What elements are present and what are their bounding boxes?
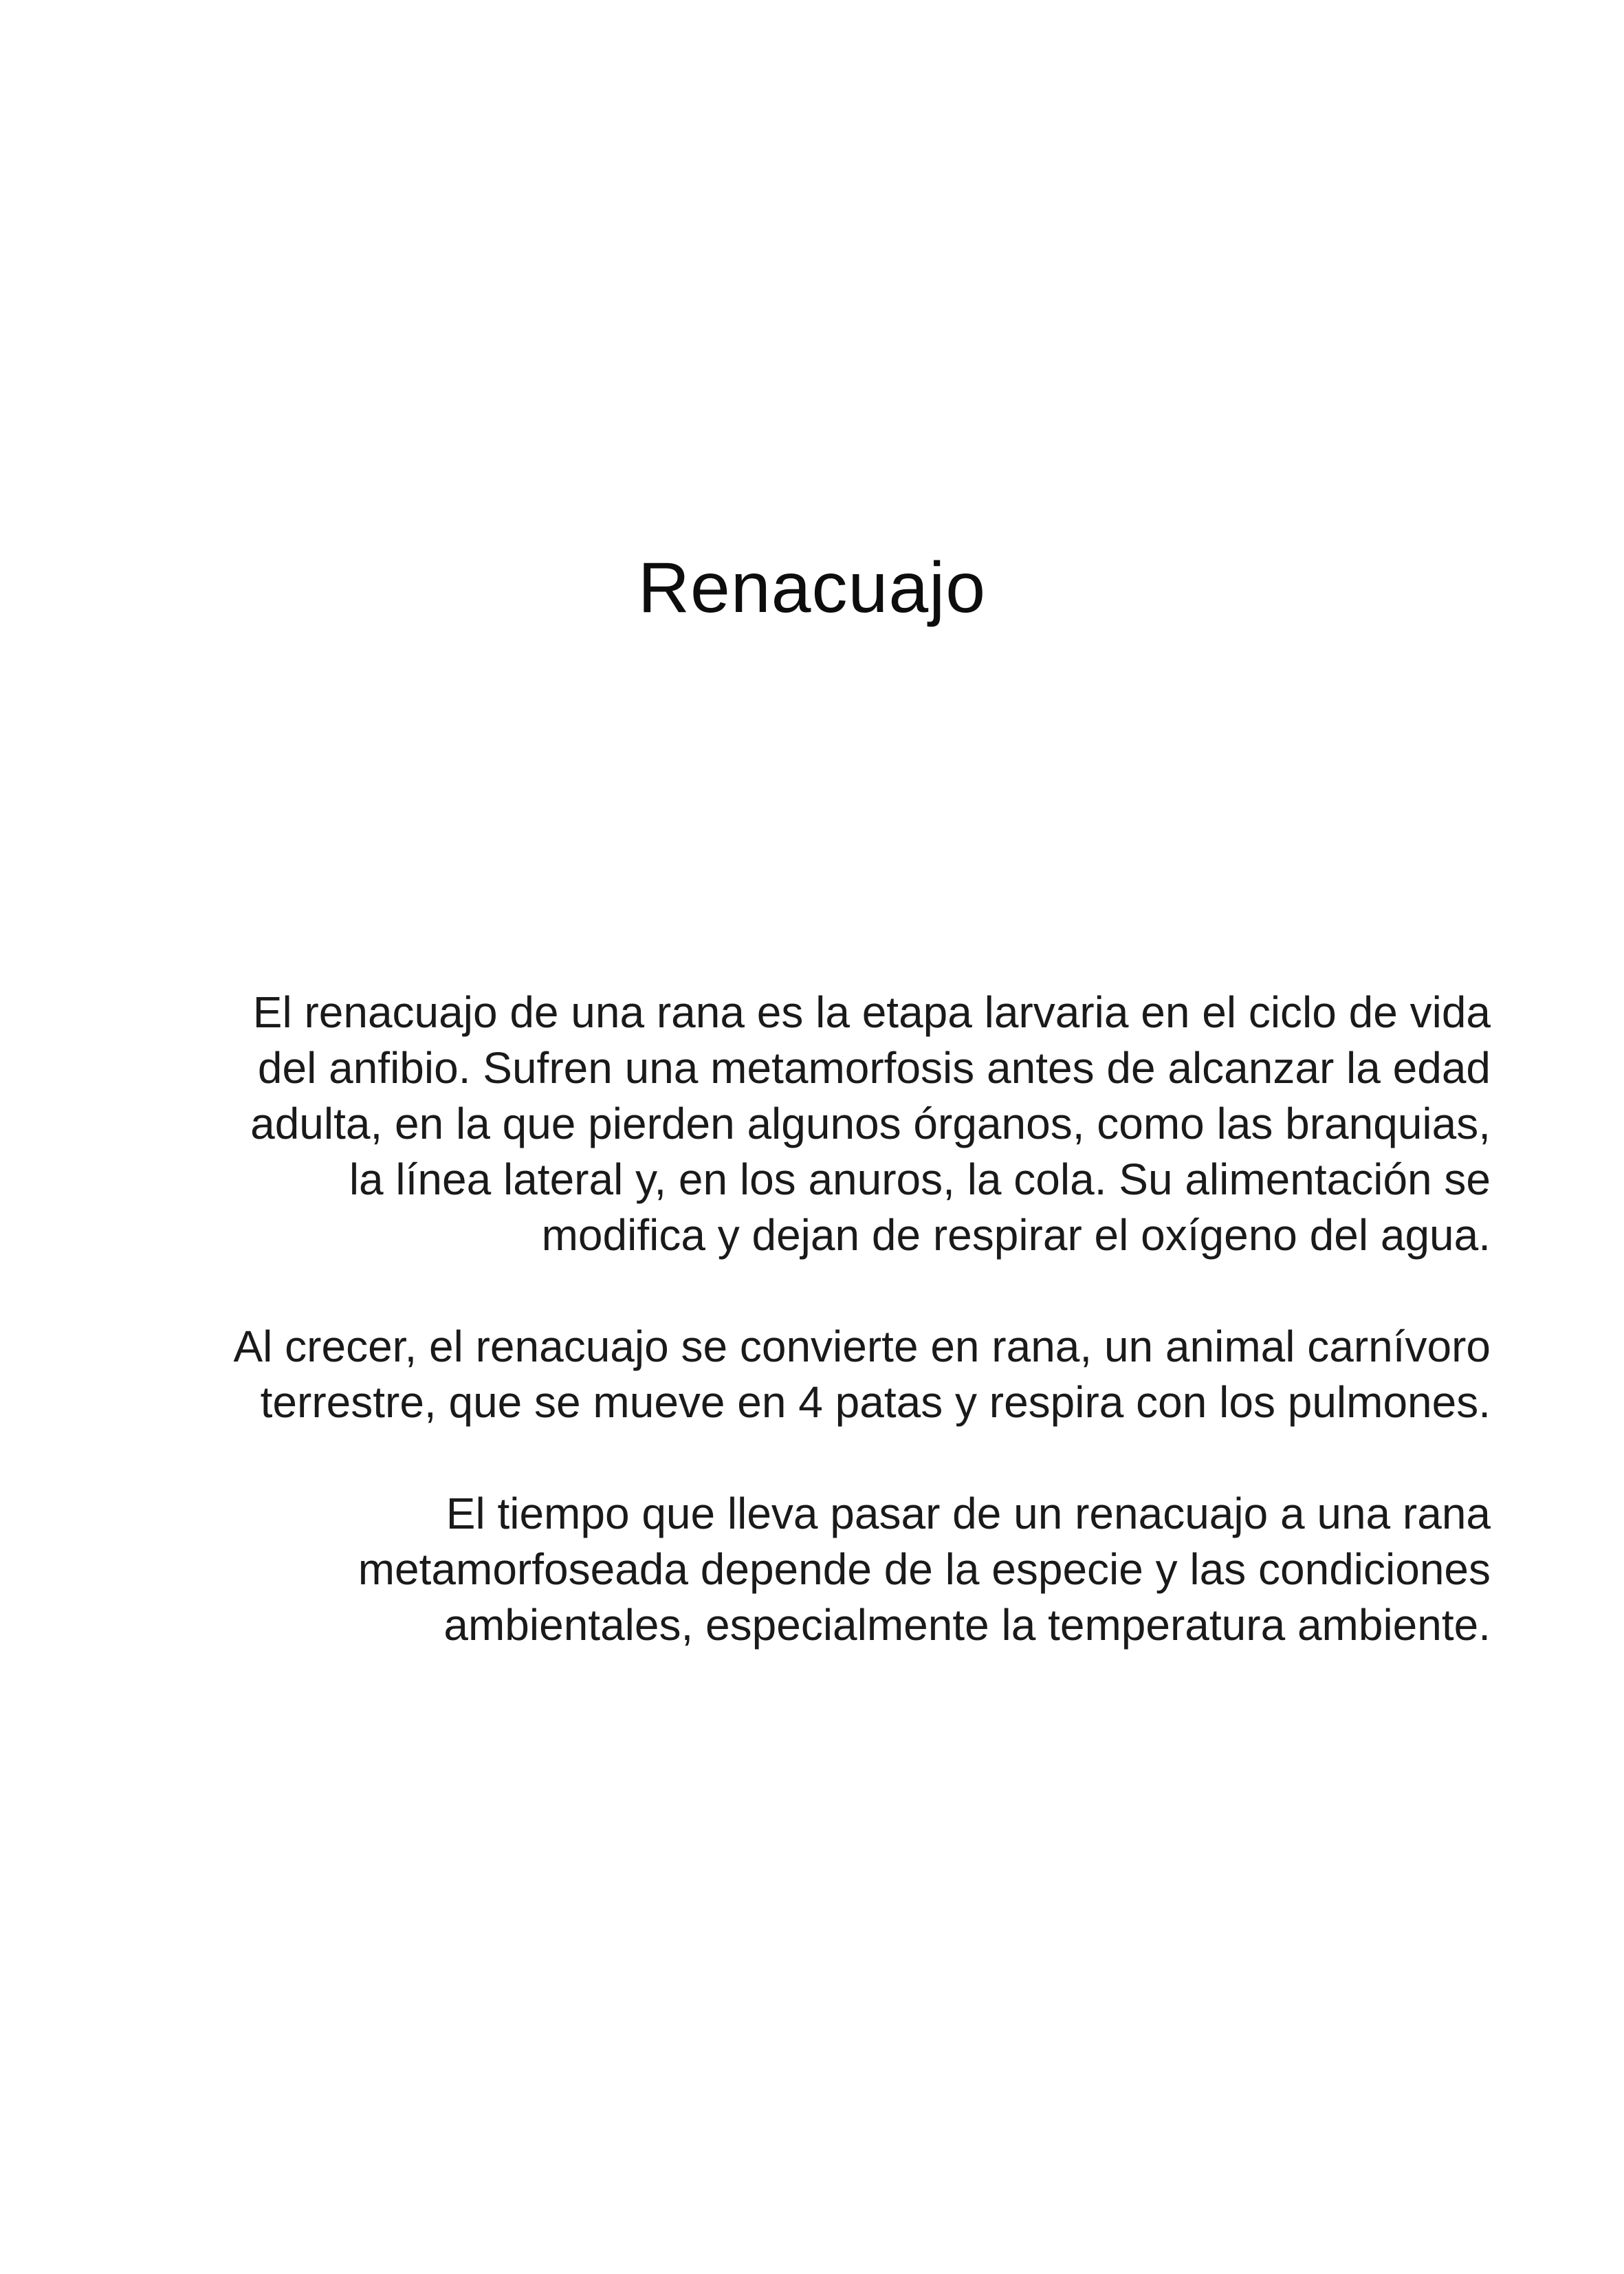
page-title: Renacuajo — [637, 548, 987, 628]
text-line: ambientales, especialmente la temperatura ambiente. — [443, 1600, 1491, 1650]
text-line: metamorfoseada depende de la especie y las condiciones — [358, 1544, 1491, 1594]
paragraph-3 — [124, 1486, 1491, 1653]
text-line: adulta, en la que pierden algunos órganos, como las branquias, — [250, 1099, 1491, 1148]
text-line: modifica y dejan de respirar el oxígeno del agua. — [541, 1210, 1491, 1260]
text-line: Al crecer, el renacuajo se convierte en rana, un animal carnívoro — [233, 1322, 1491, 1371]
body-text — [124, 985, 1491, 1653]
text-line: El renacuajo de una rana es la etapa larvaria en el ciclo de vida — [252, 987, 1491, 1037]
paragraph-2 — [124, 1319, 1491, 1430]
paragraph-1 — [124, 985, 1491, 1263]
text-line: del anfibio. Sufren una metamorfosis antes de alcanzar la edad — [257, 1043, 1491, 1093]
text-line: la línea lateral y, en los anuros, la cola. Su alimentación se — [349, 1155, 1491, 1204]
text-line: terrestre, que se mueve en 4 patas y respira con los pulmones. — [260, 1377, 1491, 1427]
text-line: El tiempo que lleva pasar de un renacuajo a una rana — [446, 1489, 1491, 1538]
